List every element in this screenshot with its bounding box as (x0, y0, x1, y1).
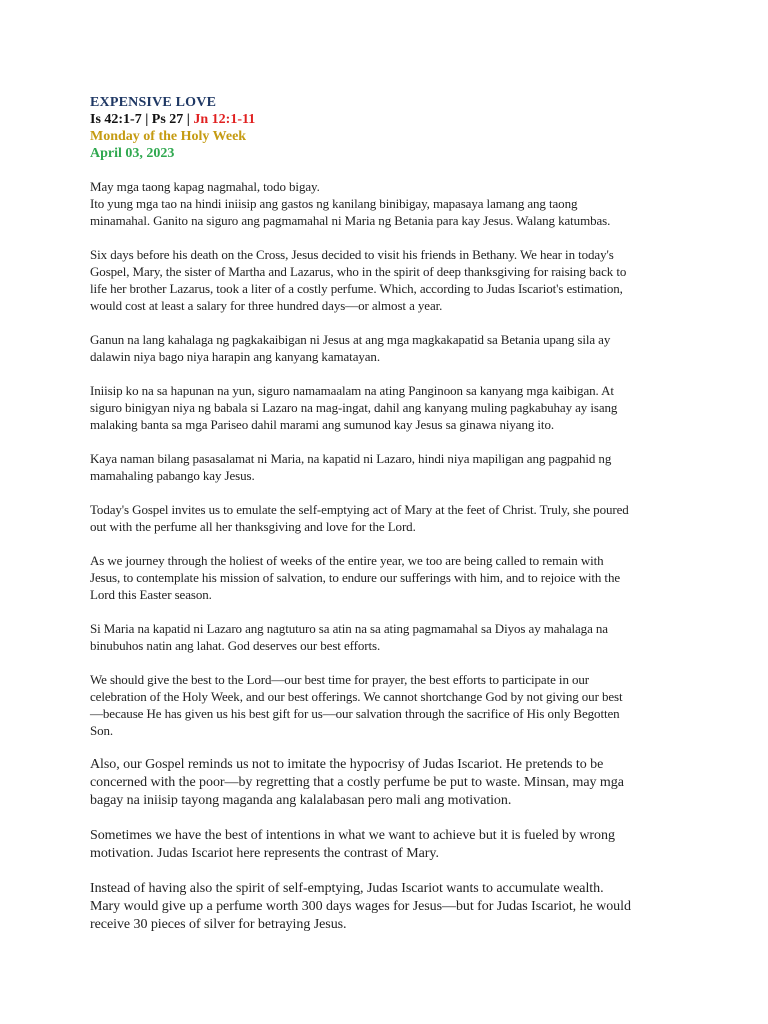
paragraph (90, 756, 690, 810)
text-line: Ito yung mga tao na hindi iniisip ang gastos ng kanilang binibigay, mapasaya lamang ang taong (90, 196, 578, 211)
paragraph (90, 827, 690, 863)
text-line: Six days before his death on the Cross, Jesus decided to visit his friends in Bethany. We hear in today's (90, 247, 614, 262)
paragraph (90, 246, 690, 314)
text-line: Si Maria na kapatid ni Lazaro ang nagtuturo sa atin na sa ating pagmamahal sa Diyos ay mahalaga na (90, 621, 608, 636)
text-line: receive 30 pieces of silver for betraying Jesus. (90, 917, 347, 932)
text-line: Jesus, to contemplate his mission of salvation, to endure our sufferings with him, and to rejoice with the (90, 570, 621, 585)
paragraph (90, 552, 690, 603)
text-line: Ganun na lang kahalaga ng pagkakaibigan ni Jesus at ang mga magkakapatid sa Betania upang sila ay (90, 332, 611, 347)
text-line: May mga taong kapag nagmahal, todo bigay. (90, 179, 320, 194)
text-line: life her brother Lazarus, took a liter of a costly perfume. Which, according to Judas Iscariot's estimation, (90, 281, 623, 296)
paragraph (90, 501, 690, 535)
text-line: Son. (90, 723, 114, 738)
text-line: dalawin niya bago niya harapin ang kanyang kamatayan. (90, 349, 380, 364)
text-line: minamahal. Ganito na siguro ang pagmamahal ni Maria ng Betania para kay Jesus. Walang katumbas. (90, 213, 611, 228)
text-line: Instead of having also the spirit of self-emptying, Judas Iscariot wants to accumulate wealth. (90, 881, 604, 896)
text-line: binubuhos natin ang lahat. God deserves our best efforts. (90, 638, 381, 653)
text-line: Today's Gospel invites us to emulate the self-emptying act of Mary at the feet of Christ. Truly, she poured (90, 502, 629, 517)
paragraph (90, 382, 690, 433)
scripture-references (90, 111, 690, 128)
text-line: Mary would give up a perfume worth 300 days wages for Jesus—but for Judas Iscariot, he would (90, 899, 631, 914)
paragraph (90, 880, 690, 934)
text-line: motivation. Judas Iscariot here represents the contrast of Mary. (90, 846, 439, 861)
text-line: Also, our Gospel reminds us not to imitate the hypocrisy of Judas Iscariot. He pretends to be (90, 757, 604, 772)
liturgical-day: Monday of the Holy Week (90, 129, 247, 144)
paragraph (90, 671, 690, 739)
text-line: Lord this Easter season. (90, 587, 212, 602)
paragraph (90, 450, 690, 484)
document-date: April 03, 2023 (90, 146, 175, 161)
text-line: Iniisip ko na sa hapunan na yun, siguro namamaalam na ating Panginoon sa kanyang mga kaibigan. At (90, 383, 614, 398)
document-title: EXPENSIVE LOVE (90, 95, 217, 110)
text-line: siguro binigyan niya ng babala si Lazaro na mag-ingat, dahil ang kanyang muling pagkabuhay ay isang (90, 400, 618, 415)
text-line: As we journey through the holiest of weeks of the entire year, we too are being called to remain with (90, 553, 604, 568)
document-body (90, 178, 690, 934)
scripture-refs-prefix: Is 42:1-7 | Ps 27 | (90, 112, 194, 127)
gospel-reference: Jn 12:1-11 (193, 112, 256, 127)
text-line: —because He has given us his best gift for us—our salvation through the sacrifice of His only Begotten (90, 706, 620, 721)
text-line: bagay na iniisip tayong maganda ang kalalabasan pero mali ang motivation. (90, 793, 512, 808)
text-line: Kaya naman bilang pasasalamat ni Maria, na kapatid ni Lazaro, hindi niya mapiligan ang pagpahid ng (90, 451, 612, 466)
text-line: would cost at least a salary for three hundred days—or almost a year. (90, 298, 443, 313)
paragraph (90, 331, 690, 365)
text-line: mamahaling pabango kay Jesus. (90, 468, 255, 483)
text-line: Gospel, Mary, the sister of Martha and Lazarus, who in the spirit of deep thanksgiving for raising back to (90, 264, 627, 279)
text-line: out with the perfume all her thanksgiving and love for the Lord. (90, 519, 416, 534)
paragraph (90, 620, 690, 654)
document-page (90, 94, 690, 951)
text-line: concerned with the poor—by regretting that a costly perfume be put to waste. Minsan, may mga (90, 775, 624, 790)
text-line: We should give the best to the Lord—our best time for prayer, the best efforts to participate in our (90, 672, 590, 687)
text-line: malaking banta sa mga Pariseo dahil marami ang sumunod kay Jesus sa ginawa niyang ito. (90, 417, 554, 432)
paragraph (90, 178, 690, 229)
text-line: celebration of the Holy Week, and our best offerings. We cannot shortchange God by not giving our best (90, 689, 623, 704)
text-line: Sometimes we have the best of intentions in what we want to achieve but it is fueled by wrong (90, 828, 615, 843)
